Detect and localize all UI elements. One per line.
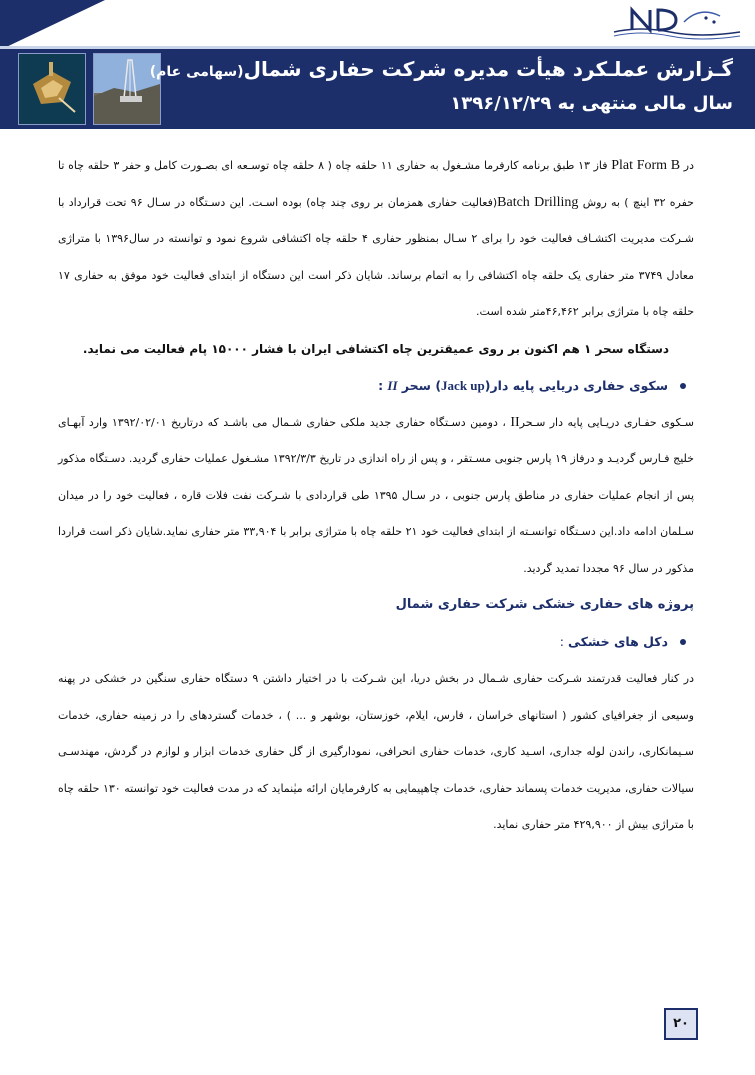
bullet-heading-land-rigs: دکل های خشکی :: [58, 623, 694, 661]
report-subtitle: سال مالی منتهی به ۱۳۹۶/۱۲/۲۹: [450, 93, 733, 114]
section-heading-land-drilling: پروژه های حفاری خشکی شرکت حفاری شمال: [395, 597, 694, 612]
paragraph-land-rigs: در کنار فعالیت قدرتمند شـرکت حفاری شـمال در بخش دریا، این شـرکت با در اختیار داشتن ۹ دستگاه حفاری سنگین در خشکی در پهنه وسیعی از جغرافیای کشور ( استانهای خراسان ، فارس، ایلام، خوزستان، بوشهر و ... ) ، خدمات گستردهای را در زمینه حفاری، خدمات سـیمانکاری، راندن لوله جداری، اسـید کاری، خدمات حفاری انحرافی، نمودارگیری از گل حفاری خدمات ابزار و لوازم در گردش، مهندسـی سیالات حفاری، مدیریت خدمات پسماند حفاری، خدمات چاهپیمایی به کارفرمایان ارائه میٰنماید که در مدت فعالیت خود توانسته ۱۳۰ حلقه چاه با متراژی بیش از ۴۲۹,۹۰۰ متر حفاری نماید.: [58, 672, 694, 831]
paragraph-platform-b: در Plat Form B فاز ۱۳ طبق برنامه کارفرما مشـغول به حفاری ۱۱ حلقه چاه ( ۸ حلقه چاه توسـعه ای بصـورت کامل و حفر ۳ حلقه چاه تا حفره ۳۲ اینچ ) به روش Batch Drilling(فعالیت حفاری همزمان بر روی چند چاه) بوده اسـت. این دسـتگاه در سـال ۹۶ تحت قرارداد با شـرکت مدیریت اکتشـاف فعالیت خود را برای ۲ سـال بمنظور حفاری ۴ حلقه چاه اکتشافی شروع نمود و توانسته در سال۱۳۹۶ با متراژی معادل ۳۷۴۹ متر حفاری یک حلقه چاه اکتشافی را به اتمام برساند. شایان ذکر است این دستگاه از ابتدای فعالیت خود موفق به حفاری ۱۷ حلقه چاه با متراژی برابر ۴۶,۴۶۲متر شده است.: [58, 158, 694, 318]
nidc-logo-icon: [610, 2, 745, 42]
page-content: [58, 148, 694, 844]
offshore-platform-icon: [19, 54, 85, 124]
sahar1-highlight: دستگاه سحر ۱ هم اکنون بر روی عمیقترین چاه اکتشافی ایران با فشار ۱۵۰۰۰ پام فعالیت می نماید.: [82, 341, 670, 356]
bullet-heading-sahar2: سکوی حفاری دریایی پایه دار(Jack up) سحر II :: [58, 367, 694, 405]
header-corner-decoration: [0, 0, 105, 50]
paragraph-sahar2: سـکوی حفـاری دریـایی پایه دار سـحرII ، دومین دسـتگاه حفاری جدید ملکی حفاری شـمال می باشـد که درتاریخ ۱۳۹۲/۰۲/۰۱ وارد آبهـای خلیج فـارس گردیـد و درفاز ۱۹ پارس جنوبی مسـتقر ، و پس از راه اندازی در تاریخ ۱۳۹۲/۳/۳ مشـغول عملیات حفاری گردید. دسـتگاه مذکور پس از انجام عملیات حفاری در مناطق پارس جنوبی ، در سـال ۱۳۹۵ طی قراردادی با شـرکت نفت فلات قاره ، فعالیت خود را در میدان سـلمان ادامه داد.این دسـتگاه توانسـته از ابتدای فعالیت خود ۲۱ حلقه چاه با متراژی برابر با ۳۳,۹۰۴ متر حفاری نماید.شایان ذکر است قراردا مذکور در سال ۹۶ مجددا تمدید گردید.: [58, 414, 695, 575]
page-number: ۲۰: [664, 1008, 698, 1040]
bullet-dot-icon: [680, 639, 686, 645]
offshore-platform-photo: [18, 53, 86, 125]
report-title: گـزارش عملـکرد هیأت مدیره شرکت حفاری شمال(سهامی عام): [149, 57, 733, 81]
report-header-banner: [0, 46, 755, 129]
bullet-dot-icon: [680, 383, 686, 389]
